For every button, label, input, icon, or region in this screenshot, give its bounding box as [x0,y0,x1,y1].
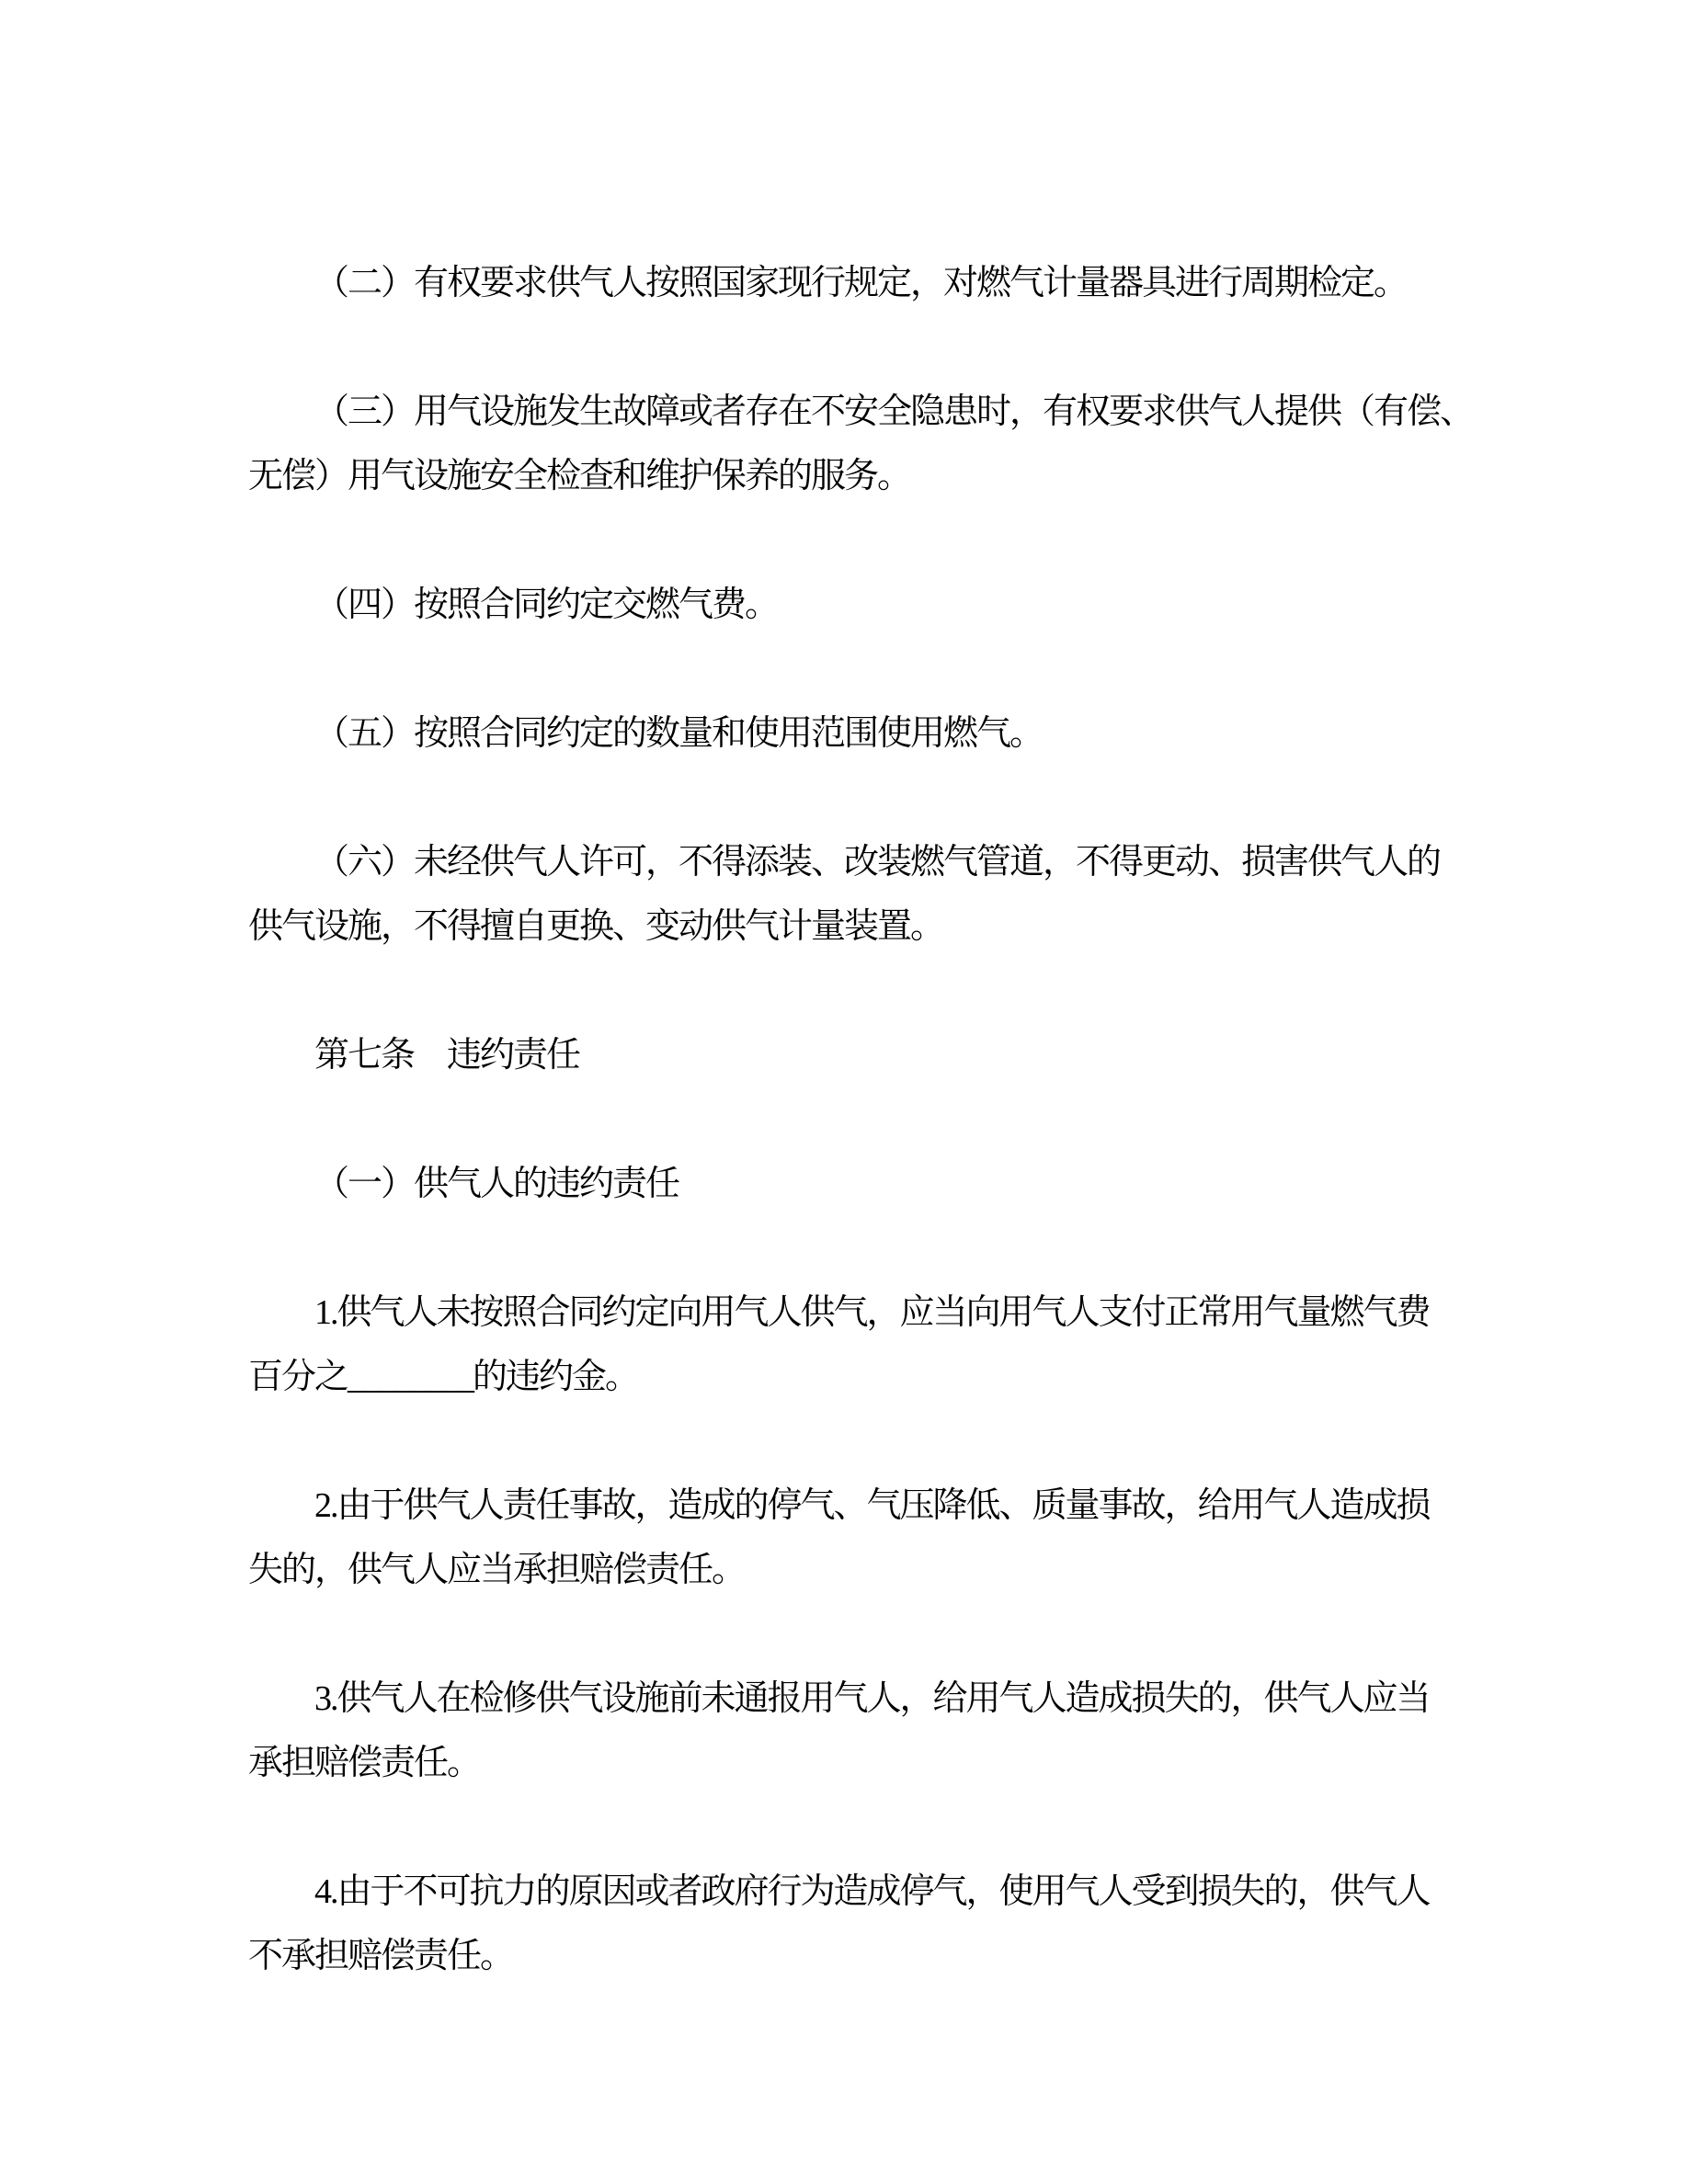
paragraph [248,1860,1471,1988]
paragraph-line: （五）按照合同约定的数量和使用范围使用燃气。 [314,714,1044,753]
paragraph-line: （一）供气人的违约责任 [314,1165,679,1203]
paragraph-line: 2.由于供气人责任事故，造成的停气、气压降低、质量事故，给用气人造成损 [314,1486,1430,1525]
paragraph-line: （六）未经供气人许可，不得添装、改装燃气管道，不得更动、损害供气人的 [314,843,1441,882]
paragraph [248,830,1471,959]
paragraph-line: 1.供气人未按照合同约定向用气人供气，应当向用气人支付正常用气量燃气费 [314,1293,1430,1332]
paragraph-line: 失的，供气人应当承担赔偿责任。 [248,1551,746,1589]
paragraph-line: 不承担赔偿责任。 [248,1937,514,1975]
paragraph-line: 百分之________的违约金。 [248,1358,639,1396]
paragraph [248,380,1474,508]
document-content [248,251,1474,1988]
paragraph [248,573,1471,637]
paragraph [248,1280,1471,1409]
paragraph [248,1152,1471,1216]
section-heading [248,1023,1471,1087]
paragraph-line: （二）有权要求供气人按照国家现行规定，对燃气计量器具进行周期检定。 [314,264,1408,302]
paragraph [248,1666,1471,1795]
paragraph-line: 供气设施，不得擅自更换、变动供气计量装置。 [248,907,944,946]
section-heading-text: 第七条 违约责任 [314,1036,580,1075]
paragraph-line: 承担赔偿责任。 [248,1744,481,1782]
paragraph-line: （三）用气设施发生故障或者存在不安全隐患时，有权要求供气人提供（有偿、 [314,392,1474,431]
paragraph [248,1473,1471,1602]
paragraph-line: 3.供气人在检修供气设施前未通报用气人，给用气人造成损失的，供气人应当 [314,1679,1430,1718]
paragraph-line: 无偿）用气设施安全检查和维护保养的服务。 [248,457,911,495]
paragraph-line: 4.由于不可抗力的原因或者政府行为造成停气，使用气人受到损失的，供气人 [314,1872,1430,1911]
paragraph [248,251,1471,315]
paragraph [248,701,1471,766]
paragraph-line: （四）按照合同约定交燃气费。 [314,586,779,624]
